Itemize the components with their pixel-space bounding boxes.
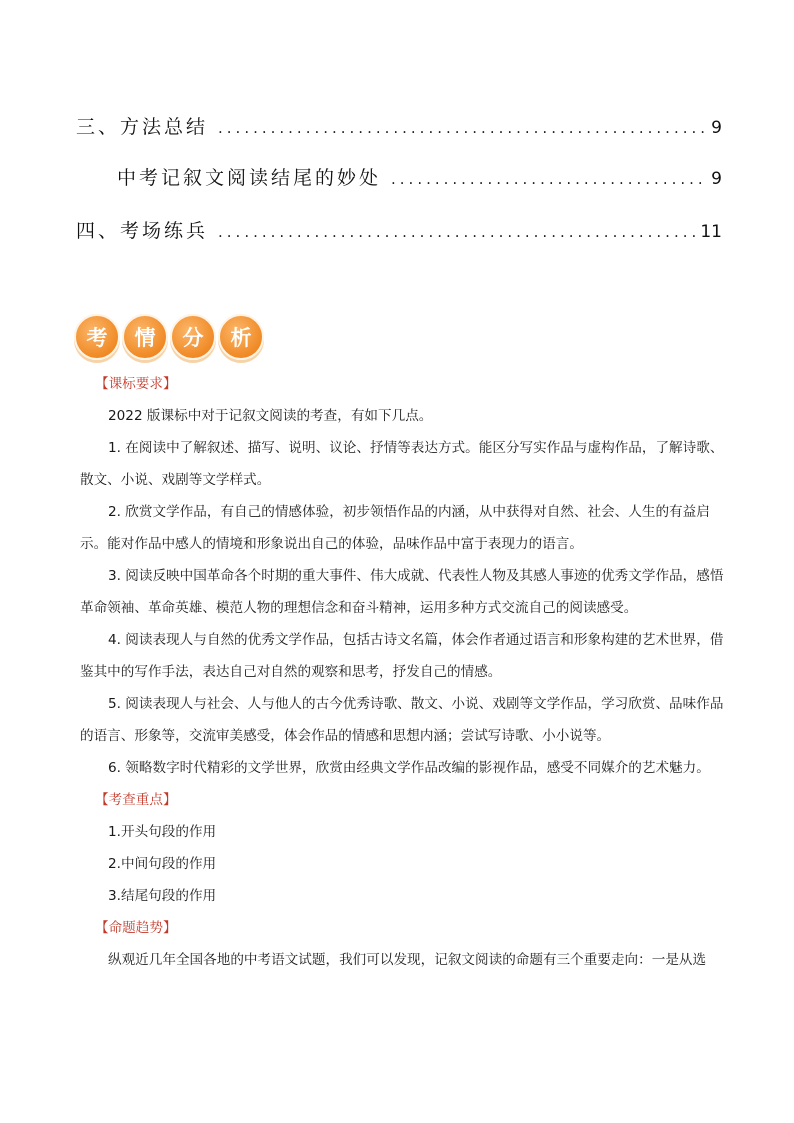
toc-entry-practice[interactable] [76,216,722,243]
trend-paragraph: 纵观近几年全国各地的中考语文试题，我们可以发现，记叙文阅读的命题有三个重要走向：一是从选 [108,952,707,968]
curriculum-requirements-heading: 【课标要求】 [95,376,177,392]
focus-item: 2.中间句段的作用 [108,856,217,872]
toc-entry-title: 四、考场练兵 [76,220,209,242]
toc-entry-page: 11 [700,222,722,242]
banner-char-badge: 分 [170,314,216,360]
banner-char-badge: 情 [122,314,168,360]
toc-entry-page: 9 [711,169,722,189]
curriculum-point: 2. 欣赏文学作品，有自己的情感体验，初步领悟作品的内涵，从中获得对自然、社会、人生的有益启示。能对作品中感人的情境和形象说出自己的体验，品味作品中富于表现力的语言。 [80,504,710,552]
toc-leader-dots [218,223,696,241]
banner-char-badge: 考 [74,314,120,360]
toc-leader-dots [218,119,707,137]
document-body [80,368,724,976]
toc-leader-dots [391,170,707,188]
toc-entry-title: 三、方法总结 [76,116,209,138]
toc-entry-method-summary[interactable] [76,112,722,139]
curriculum-point: 1. 在阅读中了解叙述、描写、说明、议论、抒情等表达方式。能区分写实作品与虚构作品，了解诗歌、散文、小说、戏剧等文学样式。 [80,440,724,488]
trend-heading: 【命题趋势】 [95,920,177,936]
exam-focus-heading: 【考查重点】 [95,792,177,808]
toc-entry-page: 9 [711,118,722,138]
banner-char-badge: 析 [218,314,264,360]
curriculum-point: 5. 阅读表现人与社会、人与他人的古今优秀诗歌、散文、小说、戏剧等文学作品，学习欣赏、品味作品的语言、形象等，交流审美感受，体会作品的情感和思想内涵；尝试写诗歌、小小说等。 [80,696,724,744]
intro-paragraph: 2022 版课标中对于记叙文阅读的考查，有如下几点。 [108,408,433,424]
focus-item: 3.结尾句段的作用 [108,888,217,904]
curriculum-point: 4. 阅读表现人与自然的优秀文学作品，包括古诗文名篇，体会作者通过语言和形象构建的艺术世界，借鉴其中的写作手法，表达自己对自然的观察和思考，抒发自己的情感。 [80,632,724,680]
toc-entry-title: 中考记叙文阅读结尾的妙处 [117,167,382,189]
curriculum-point: 6. 领略数字时代精彩的文学世界，欣赏由经典文学作品改编的影视作品，感受不同媒介的艺术魅力。 [108,760,710,776]
focus-item: 1.开头句段的作用 [108,824,217,840]
toc-entry-ending-benefits[interactable] [117,163,722,190]
curriculum-point: 3. 阅读反映中国革命各个时期的重大事件、伟大成就、代表性人物及其感人事迹的优秀文学作品，感悟革命领袖、革命英雄、模范人物的理想信念和奋斗精神，运用多种方式交流自己的阅读感受。 [80,568,724,616]
exam-analysis-banner [74,314,266,358]
